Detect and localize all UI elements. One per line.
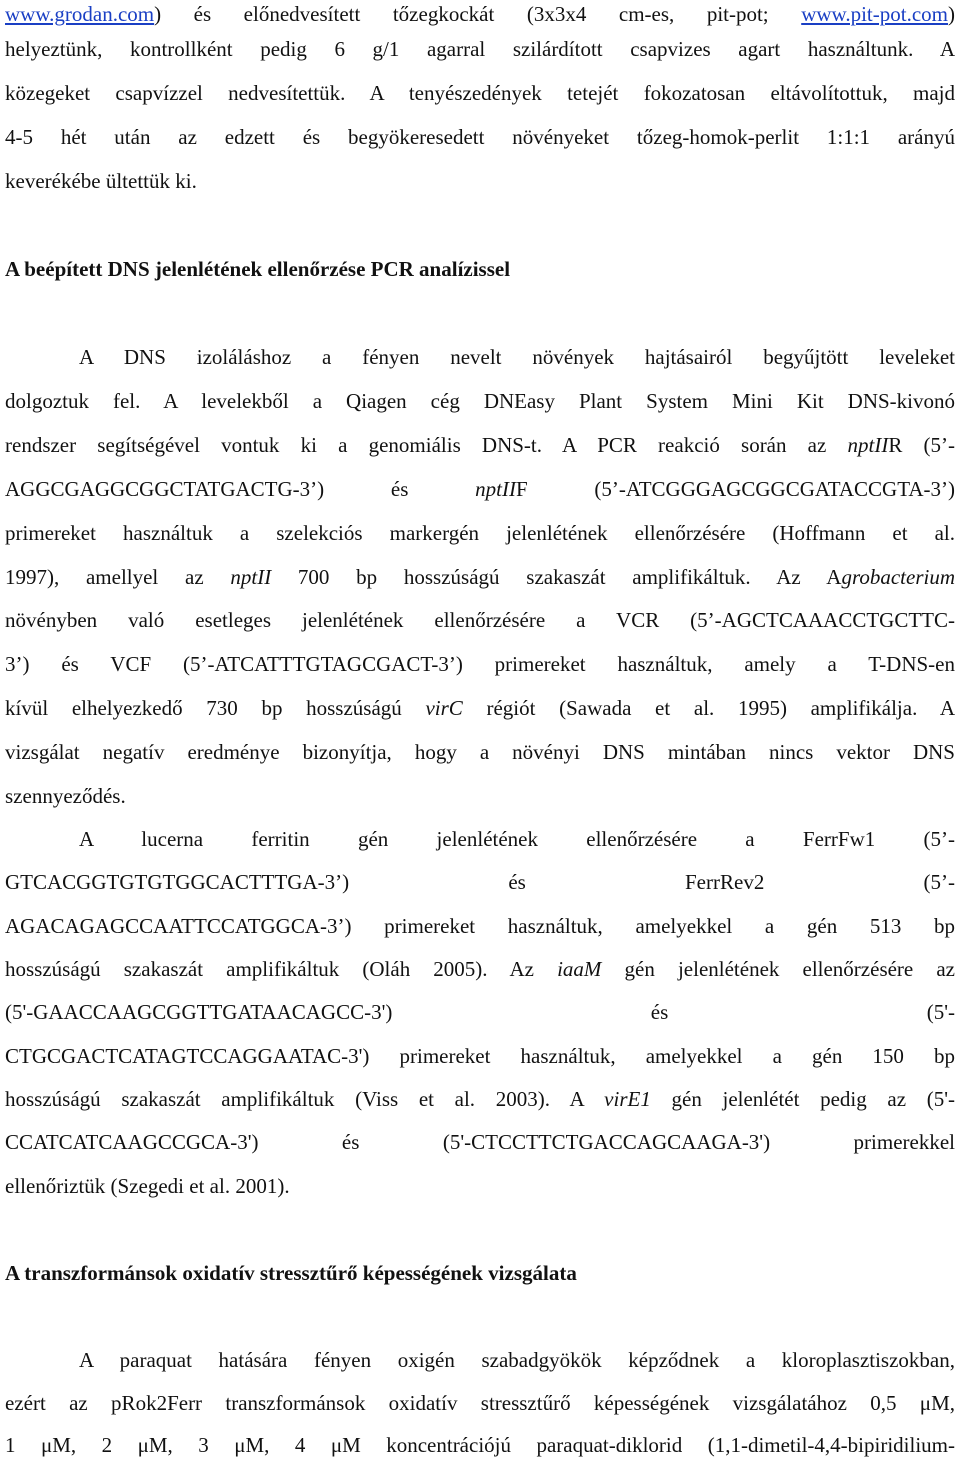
text-segment: szennyeződés.: [5, 784, 126, 808]
link-pit-pot[interactable]: www.pit-pot.com: [801, 2, 948, 26]
text-segment: kívül elhelyezkedő 730 bp hosszúságú: [5, 696, 426, 720]
text-segment: AGACAGAGCCAATTCCATGGCA-3’) primereket használtuk, amelyekkel a gén 513 bp: [5, 914, 955, 938]
text-line: [5, 650, 955, 678]
gene-name: virE1: [604, 1087, 651, 1111]
text-segment: rendszer segítségével vontuk ki a genomiális DNS-t. A PCR reakció során az: [5, 433, 848, 457]
section-heading-pcr: [5, 255, 955, 283]
heading-text: A transzformánsok oxidatív stressztűrő képességének vizsgálata: [5, 1261, 577, 1285]
text-line: [5, 912, 955, 940]
text-segment: ezért az pRok2Ferr transzformánsok oxidatív stressztűrő képességének vizsgálatához 0,5 μM,: [5, 1391, 955, 1415]
text-line: [5, 0, 955, 28]
text-segment: 1 μM, 2 μM, 3 μM, 4 μM koncentrációjú paraquat-diklorid (1,1-dimetil-4,4-bipiridilium-: [5, 1433, 955, 1457]
text-segment: CCATCATCAAGCCGCA-3') és (5'-CTCCTTCTGACCAGCAAGA-3') primerekkel: [5, 1130, 955, 1154]
text-line: [5, 387, 955, 415]
gene-name: nptII: [847, 433, 889, 457]
text-segment: ellenőriztük (Szegedi et al. 2001).: [5, 1174, 290, 1198]
heading-text: A beépített DNS jelenlétének ellenőrzése PCR analízissel: [5, 257, 511, 281]
text-line: [5, 167, 955, 195]
text-segment: CTGCGACTCATAGTCCAGGAATAC-3') primereket használtuk, amelyekkel a gén 150 bp: [5, 1044, 955, 1068]
section-heading-oxidative-stress: [5, 1259, 955, 1287]
gene-name: nptII: [230, 565, 272, 589]
text-segment: primereket használtuk a szelekciós markergén jelenlétének ellenőrzésére (Hoffmann et al.: [5, 521, 955, 545]
text-segment: ): [948, 2, 955, 26]
text-line: [5, 431, 955, 459]
text-segment: 1997), amellyel az: [5, 565, 231, 589]
text-line: [5, 1085, 955, 1113]
text-line: [5, 475, 955, 503]
text-line: [79, 343, 955, 371]
text-line: [79, 1346, 955, 1374]
text-line: [79, 825, 955, 853]
text-line: [5, 998, 955, 1026]
text-segment: hosszúságú szakaszát amplifikáltuk (Viss et al. 2003). A: [5, 1087, 605, 1111]
text-segment: A paraquat hatására fényen oxigén szabadgyökök képződnek a kloroplasztiszokban,: [79, 1348, 955, 1372]
text-segment: 700 bp hosszúságú szakaszát amplifikáltuk. Az A: [271, 565, 842, 589]
text-segment: (5'-GAACCAAGCGGTTGATAACAGCC-3') és (5'-: [5, 1000, 955, 1024]
text-segment: gén jelenlétét pedig az (5'-: [650, 1087, 956, 1111]
text-segment: ) és előnedvesített tőzegkockát (3x3x4 cm-es, pit-pot;: [154, 2, 802, 26]
text-segment: helyeztünk, kontrollként pedig 6 g/1 agarral szilárdított csapvizes agart használtunk. A: [5, 37, 955, 61]
text-segment: GTCACGGTGTGTGGCACTTTGA-3’) és FerrRev2 (5’-: [5, 870, 955, 894]
text-segment: AGGCGAGGCGGCTATGACTG-3’) és: [5, 477, 476, 501]
text-line: [5, 1128, 955, 1156]
text-segment: dolgoztuk fel. A levelekből a Qiagen cég DNEasy Plant System Mini Kit DNS-kivonó: [5, 389, 955, 413]
text-segment: régiót (Sawada et al. 1995) amplifikálja. A: [462, 696, 955, 720]
text-line: [5, 782, 955, 810]
text-line: [5, 123, 955, 151]
text-line: [5, 694, 955, 722]
text-segment: vizsgálat negatív eredménye bizonyítja, hogy a növényi DNS mintában nincs vektor DNS: [5, 740, 955, 764]
text-line: [5, 1389, 955, 1417]
text-segment: gén jelenlétének ellenőrzésére az: [601, 957, 955, 981]
text-segment: 4-5 hét után az edzett és begyökeresedett növényeket tőzeg-homok-perlit 1:1:1 arányú: [5, 125, 955, 149]
text-line: [5, 1042, 955, 1070]
text-line: [5, 1172, 955, 1200]
text-line: [5, 955, 955, 983]
text-line: [5, 79, 955, 107]
text-line: [5, 519, 955, 547]
text-segment: R (5’-: [888, 433, 955, 457]
organism-name: grobacterium: [841, 565, 956, 589]
gene-name: virC: [425, 696, 463, 720]
text-line: [5, 35, 955, 63]
text-line: [5, 563, 955, 591]
text-segment: közegeket csapvízzel nedvesítettük. A tenyészedények tetejét fokozatosan eltávolítottuk, majd: [5, 81, 955, 105]
gene-name: iaaM: [557, 957, 602, 981]
text-line: [5, 1431, 955, 1459]
link-grodan[interactable]: www.grodan.com: [5, 2, 155, 26]
text-segment: A DNS izoláláshoz a fényen nevelt növények hajtásairól begyűjtött leveleket: [79, 345, 955, 369]
text-line: [5, 606, 955, 634]
text-line: [5, 868, 955, 896]
text-line: [5, 738, 955, 766]
text-segment: hosszúságú szakaszát amplifikáltuk (Oláh 2005). Az: [5, 957, 558, 981]
text-segment: 3’) és VCF (5’-ATCATTTGTAGCGACT-3’) primereket használtuk, amely a T-DNS-en: [5, 652, 955, 676]
text-segment: F (5’-ATCGGGAGCGGCGATACCGTA-3’): [515, 477, 955, 501]
gene-name: nptII: [475, 477, 516, 501]
text-segment: növényben való esetleges jelenlétének ellenőrzésére a VCR (5’-AGCTCAAACCTGCTTC-: [5, 608, 955, 632]
text-segment: keverékébe ültettük ki.: [5, 169, 197, 193]
text-segment: A lucerna ferritin gén jelenlétének ellenőrzésére a FerrFw1 (5’-: [79, 827, 955, 851]
